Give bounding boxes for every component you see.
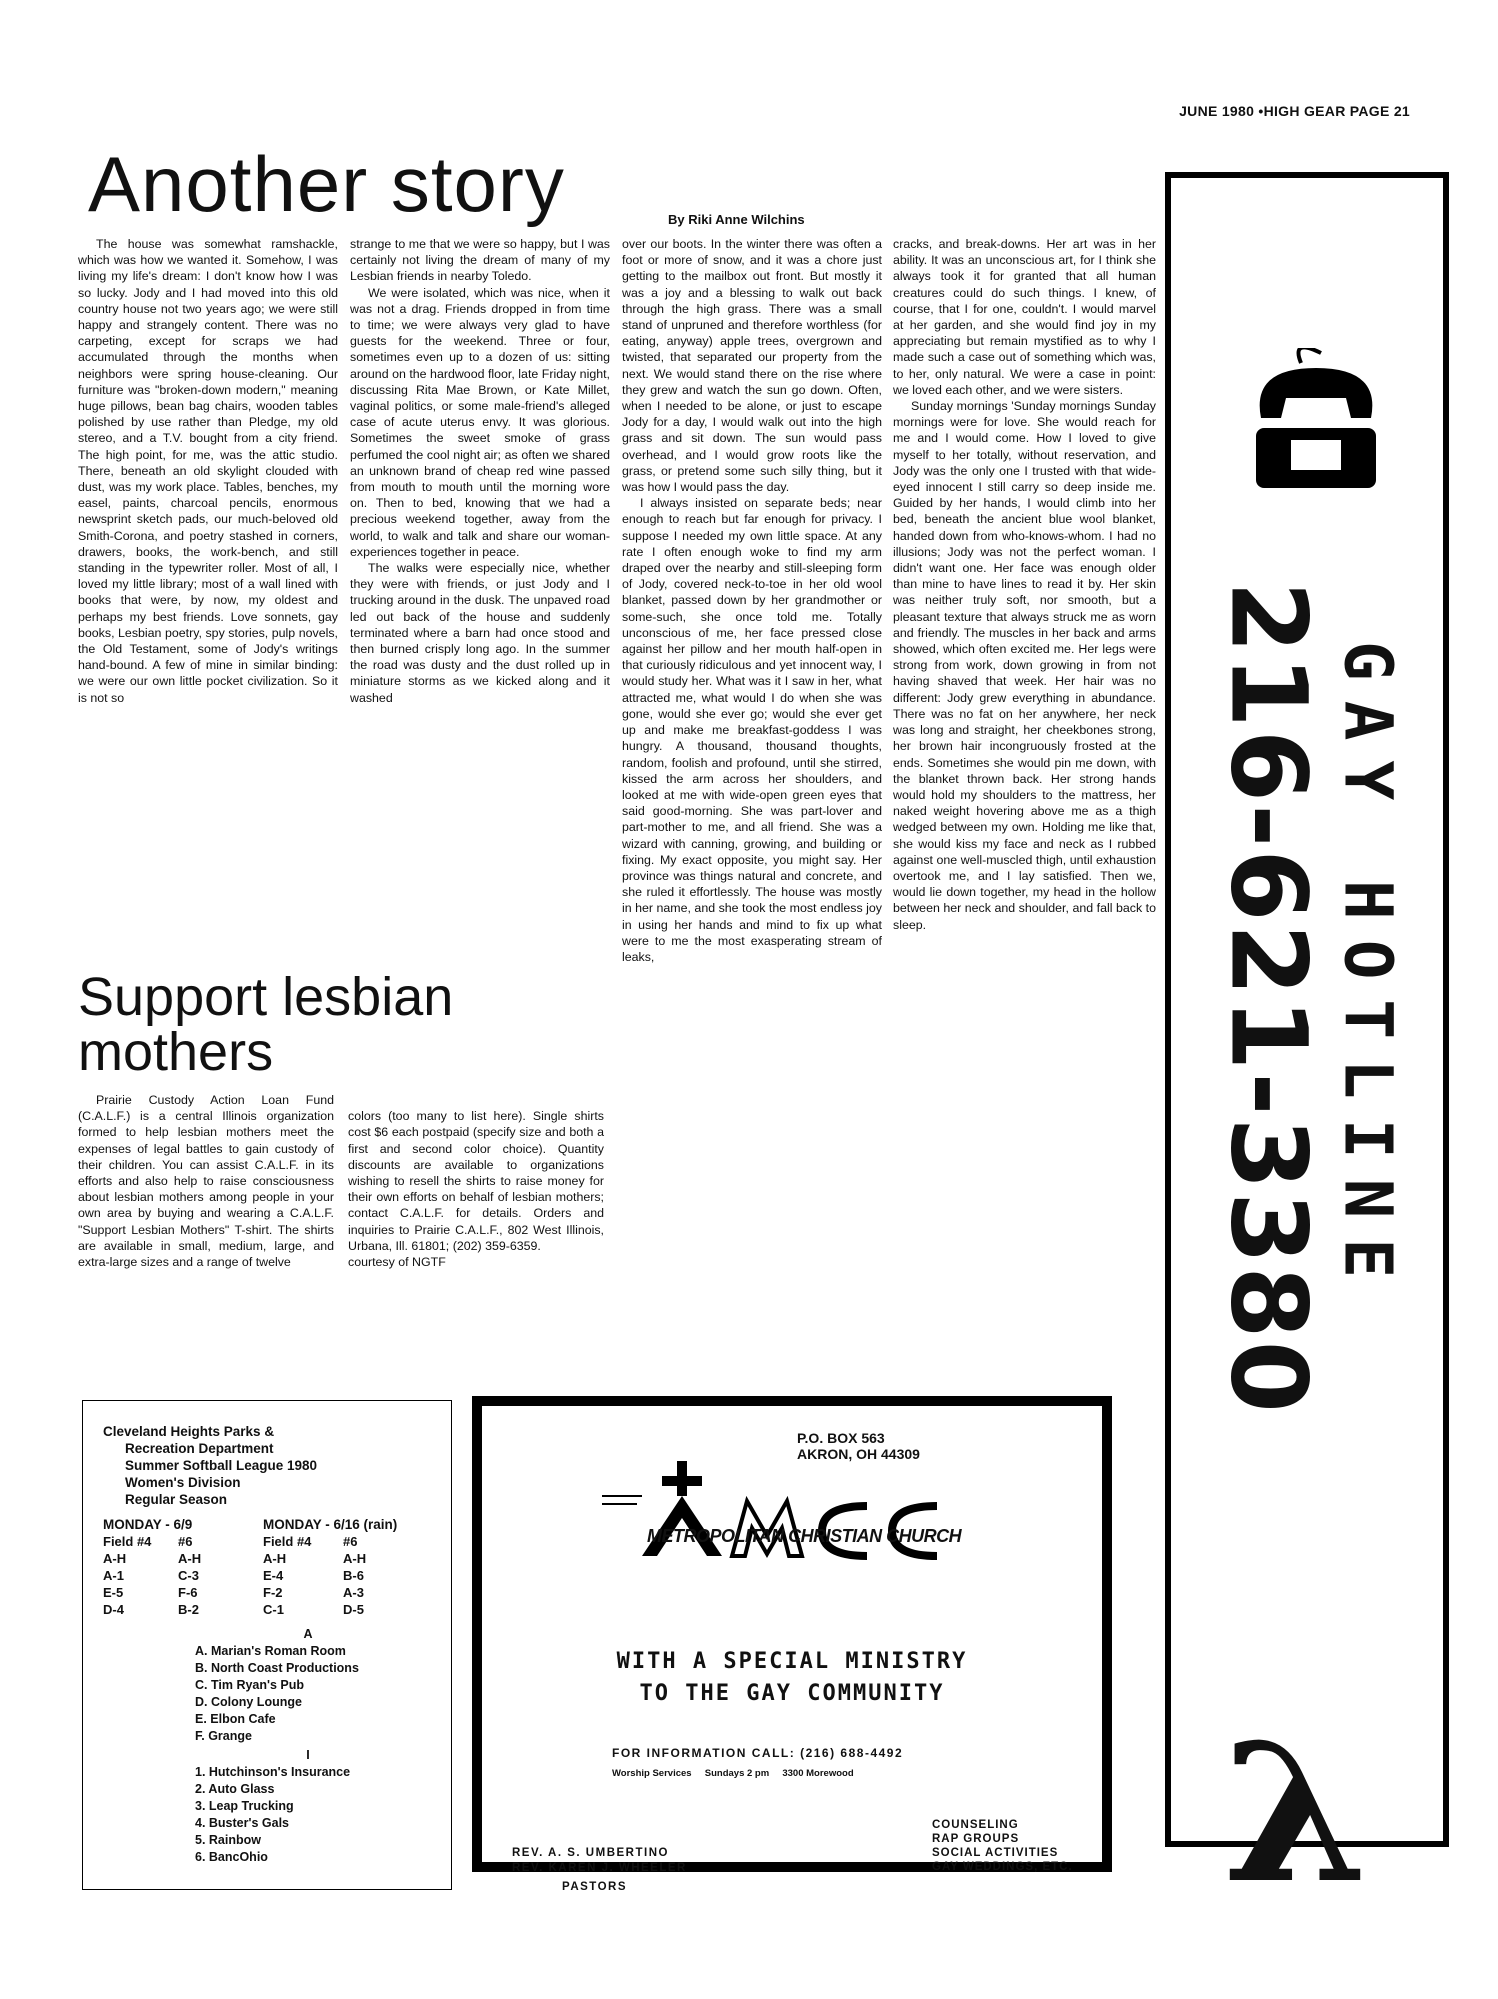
schedule-week-2 — [263, 1516, 433, 1618]
city: AKRON, OH 44309 — [797, 1446, 920, 1462]
field-label: Field #4 — [263, 1534, 312, 1549]
paragraph: The house was somewhat ramshackle, which was how we wanted it. Somehow, I was living my life's dream: I don't know how I was so lucky. Jody and I had moved into this old country house not two years ago; we were still happy and strangely content. There was no carpeting, except for scraps we had accumulated through the months when neighbors were spring house-cleaning. Our furniture was "broken-down modern," meaning huge pillows, bean bag chairs, wooden tables polished by use rather than Pledge, my old stereo, and a T.V. bought from a city friend. The high point, for me, was the attic studio. There, beneath an old skylight clouded with dust, was my work place. Tables, benches, my easel, paints, charcoal pencils, enormous newsprint sketch pads, our much-beloved old Smith-Corona, and poetry stashed in corners, drawers, books, the work-bench, and still standing in the typewriter roller. Most of all, I loved my little library; most of a wall lined with books that were, by now, my oldest and perhaps my best friends. Love sonnets, gay books, Lesbian poetry, spy stories, pulp novels, the Old Testament, some of Jody's writings hand-bound. A few of mine in similar binding: we were our own little pocket civilization. So it is not so — [78, 237, 338, 705]
paragraph: Prairie Custody Action Loan Fund (C.A.L.F.) is a central Illinois organization formed to help lesbian mothers meet the expenses of legal battles to gain custody of their children. You can assist C.A.L.F. in its efforts and also help to raise consciousness about lesbian mothers among people in your own area by buying and wearing a C.A.L.F. "Support Lesbian Mothers" T-shirt. The shirts are available in small, medium, large, and extra-large sizes and a range of twelve — [78, 1093, 334, 1270]
game: C-1 — [263, 1602, 284, 1617]
league-a-label: A — [303, 1627, 313, 1641]
game: A-H — [263, 1551, 287, 1566]
byline: By Riki Anne Wilchins — [668, 212, 805, 227]
ministry-line-2: TO THE GAY COMMUNITY — [639, 1681, 945, 1706]
mcc-logo-icon — [582, 1456, 1022, 1566]
telephone-icon — [1231, 348, 1401, 508]
service-item: COUNSELING — [932, 1819, 1019, 1831]
game: E-5 — [103, 1585, 124, 1600]
league-line-1: Summer Softball League 1980 — [125, 1458, 318, 1473]
paragraph: colors (too many to list here). Single shirts cost $6 each postpaid (specify size and both a first and second color choice). Quantity discounts are available to organizations wishing to resell the shirts to raise money for their own efforts on behalf of lesbian mothers; contact C.A.L.F. for details. Orders and inquiries to Prairie C.A.L.F., 802 West Illinois, Urbana, Ill. 61801; (202) 359-6359. courtesy of NGTF — [348, 1109, 604, 1270]
game: B-2 — [178, 1602, 199, 1617]
game: E-4 — [263, 1568, 284, 1583]
team: F. Grange — [195, 1729, 252, 1743]
team: A. Marian's Roman Room — [195, 1644, 346, 1658]
support-column-2 — [348, 1092, 604, 1286]
team: 4. Buster's Gals — [195, 1816, 289, 1830]
support-headline: Support lesbian mothers — [78, 967, 454, 1083]
article-column-2 — [350, 236, 610, 706]
support-column-1 — [78, 1092, 334, 1270]
paragraph: Sunday mornings 'Sunday mornings Sunday mornings were for love. She would reach for me and I would come. How I loved to give myself to her totally, without reservation, and Jody was the only one I trusted with that wide-eyed innocent I still carry so deep inside me. Guided by her hands, I would climb into her bed, beneath the ancient blue wool blanket, handed down from who-knows-whom. I had no illusions; Jody was not the perfect woman. I didn't want one. Her face was enough older than mine to have lines to read it by. Her skin was neither truly soft, nor smooth, but a pleasant texture that always struck me as worn and friendly. The muscles in her back and arms showed, which often excited me. Her legs were strong from work, down growing in from not having shaved that week. Her hair was no different: Jody grew everything in abundance. There was no fat on her anywhere, her neck was long and straight, her cheekbones strong, her brown hair incongruously frosted at the ends. Sometimes she would pin me down, with the blanket thrown back. Her strong hands would hold my shoulders to the mattress, her naked weight hovering above me as a thigh wedged between my own. Holding me like that, she would kiss my face and neck as I rubbed against one well-muscled thigh, until exhaustion overtook me, and I lay satisfied. Then we, would lie down together, my head in the hollow between her neck and shoulder, and fall back to sleep. — [893, 399, 1156, 932]
ministry-line-1: WITH A SPECIAL MINISTRY — [616, 1649, 968, 1674]
pastors-label: PASTORS — [562, 1881, 628, 1893]
pastors-list — [512, 1846, 687, 1895]
paragraph: cracks, and break-downs. Her art was in her ability. It was an unconscious art, for I think she always took it for granted that all human creatures could do such things. I knew, of course, that I for one, couldn't. I would marvel at her garden, and she would find joy in my appreciating but remain mystified as to why I made such a case out of something which was, to her, only natural. We were a case in point: we loved each other, and we were sisters. — [893, 237, 1156, 397]
game: A-H — [343, 1551, 367, 1566]
game: A-H — [178, 1551, 202, 1566]
paragraph: We were isolated, which was nice, when it was not a drag. Friends dropped in from time to time; we were always very glad to have guests for the weekend. Three or four, sometimes even up to a dozen of us: sitting around on the hardwood floor, late Friday night, discussing Rita Mae Brown, or Kate Millet, vaginal politics, or some male-friend's alleged case of acute uterus envy. It was glorious. Sometimes the sweet smoke of grass perfumed the cool night air; as often we shared an unknown brand of cheap red wine passed from mouth to mouth until the morning wore on. Then to bed, knowing that we had a precious weekend together, away from the world, to walk and talk and share our woman-experiences together in peace. — [350, 285, 610, 559]
pastor: REV. KAREN J. WHEELER — [512, 1862, 687, 1874]
softball-schedule-ad — [82, 1400, 452, 1890]
paragraph: I always insisted on separate beds; near enough to reach but far enough for privacy. I suppose I needed my own little space. At any rate I often enough woke to find my arm draped over the nearby and still-sleeping form of Jody, covered neck-to-toe in her old wool blanket, passed down by her grandmother or some-such, she once told me. Totally unconscious of me, her face pressed close against her pillow and her mouth half-open in that curiously ridiculous and yet innocent way, I would study her. What was it I saw in her, what attracted me, what would I do when she was gone, would she ever go; would she ever get up and make me breakfast-goddess I was hungry. A thousand, thousand thoughts, random, foolish and profound, until she stirred, kissed the arm across her shoulders, and looked at me with wide-open green eyes that said good-morning. She was part-lover and part-mother to me, and all friend. She was a wizard with canning, growing, and building or fixing. My exact opposite, you might say. Her province was things natural and concrete, and she ruled it effortlessly. The house was mostly in her name, and she took the most endless joy in using her hands and mind to fix up what were to me the most exasperating stream of leaks, — [622, 496, 882, 964]
paragraph: The walks were especially nice, whether they were with friends, or just Jody and I trucking around in the dusk. The unpaved road led out back of the house and suddenly terminated where a barn had once stood and then burned crisply long ago. In the summer the road was dusty and the dust rolled up in miniature storms as we kicked along and it washed — [350, 561, 610, 705]
worship-line: Worship Services Sundays 2 pm 3300 Morewood — [612, 1768, 854, 1779]
paragraph: over our boots. In the winter there was often a foot or more of snow, and it was a chore just getting to the mailbox out front. But mostly it was a joy and a blessing to walk out back through the high grass. There was a small stand of unpruned and therefore worthless (for eating, anyway) apple trees, overgrown and twisted, that separated our property from the next. We would stand there on the rise where they grew and watch the sun go down. Often, when I needed to be alone, or just to escape Jody for a day, I would walk out into the high grass and sit down. The sun would pass overhead, and I would grow roots like the grass, or pretend some such silly thing, but it was how I would pass the day. — [622, 237, 882, 495]
game: A-3 — [343, 1585, 364, 1600]
schedule-grid — [103, 1516, 451, 1618]
team: B. North Coast Productions — [195, 1661, 359, 1675]
team: C. Tim Ryan's Pub — [195, 1678, 305, 1692]
article-headline: Another story — [88, 140, 565, 228]
game: B-6 — [343, 1568, 364, 1583]
gay-hotline-ad — [1165, 172, 1449, 1925]
league-line-3: Regular Season — [125, 1492, 228, 1507]
game: F-2 — [263, 1585, 283, 1600]
team: 1. Hutchinson's Insurance — [195, 1765, 351, 1779]
schedule-week-1 — [103, 1516, 263, 1618]
mcc-church-ad — [472, 1396, 1112, 1893]
schedule-date: MONDAY - 6/16 (rain) — [263, 1517, 398, 1532]
team: D. Colony Lounge — [195, 1695, 302, 1709]
services-list — [932, 1818, 1073, 1874]
game: D-4 — [103, 1602, 124, 1617]
schedule-date: MONDAY - 6/9 — [103, 1517, 193, 1532]
league-a-list — [195, 1626, 451, 1745]
info-line: FOR INFORMATION CALL: (216) 688-4492 — [612, 1746, 904, 1760]
team: 2. Auto Glass — [195, 1782, 275, 1796]
team: 3. Leap Trucking — [195, 1799, 294, 1813]
paragraph: strange to me that we were so happy, but I was certainly not living the dream of many of my Lesbian friends in nearby Toledo. — [350, 237, 610, 284]
field-label: Field #4 — [103, 1534, 152, 1549]
game: F-6 — [178, 1585, 198, 1600]
league-i-label: I — [306, 1748, 310, 1762]
org-line-1: Cleveland Heights Parks & — [103, 1424, 275, 1439]
lambda-symbol: λ — [1222, 1702, 1369, 1925]
team: E. Elbon Cafe — [195, 1712, 276, 1726]
service-item: RAP GROUPS — [932, 1833, 1020, 1845]
league-i-list — [195, 1747, 451, 1866]
article-column-4 — [893, 236, 1156, 933]
field-label: #6 — [343, 1534, 358, 1549]
team: 5. Rainbow — [195, 1833, 261, 1847]
service-item: SOCIAL ACTIVITIES — [932, 1847, 1059, 1859]
league-line-2: Women's Division — [125, 1475, 241, 1490]
hotline-phone-number: 216-621-3380 — [1207, 581, 1330, 1415]
ministry-statement — [482, 1646, 1102, 1710]
po-box: P.O. BOX 563 — [797, 1430, 885, 1446]
pastor: REV. A. S. UMBERTINO — [512, 1847, 669, 1859]
game: C-3 — [178, 1568, 199, 1583]
game: A-H — [103, 1551, 127, 1566]
page-header: JUNE 1980 •HIGH GEAR PAGE 21 — [1179, 103, 1410, 119]
team: 6. BancOhio — [195, 1850, 268, 1864]
article-column-3 — [622, 236, 882, 965]
field-label: #6 — [178, 1534, 193, 1549]
org-line-2: Recreation Department — [125, 1441, 274, 1456]
game: D-5 — [343, 1602, 364, 1617]
article-column-1 — [78, 236, 338, 706]
game: A-1 — [103, 1568, 124, 1583]
hotline-text — [1208, 581, 1407, 1415]
service-item: GAY WEDDINGS, ETC. — [932, 1861, 1073, 1873]
church-name: METROPOLITAN CHRISTIAN CHURCH — [647, 1526, 962, 1546]
hotline-label: GAY HOTLINE — [1329, 641, 1407, 1299]
